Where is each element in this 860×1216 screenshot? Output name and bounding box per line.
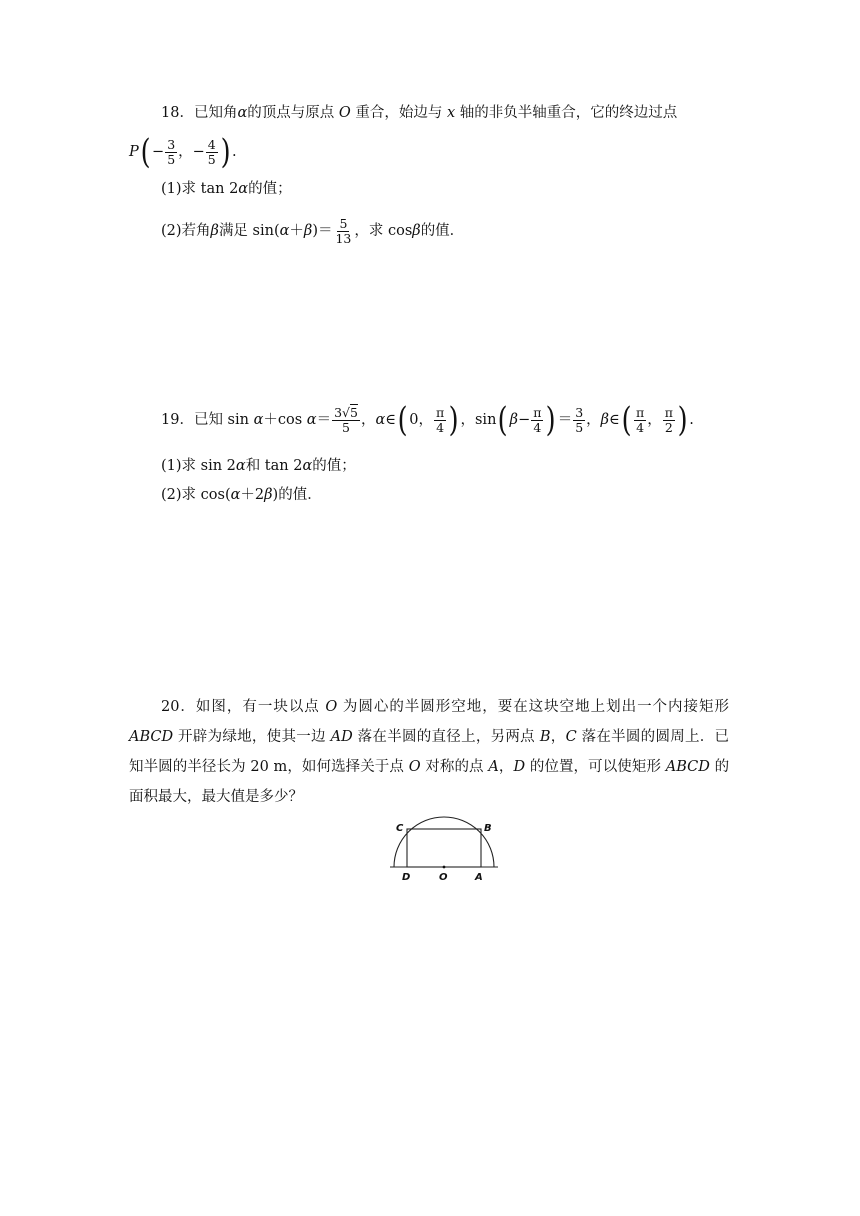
q18-text: 的顶点与原点 (247, 105, 335, 121)
q18-part1 (161, 179, 292, 199)
alpha-symbol: α (235, 458, 246, 474)
q18-intro: 18．已知角 (161, 105, 238, 121)
q20-text: 落在半圆的圆周上．已知半圆的半径长为 20 m，如何选择关于点 (129, 729, 730, 775)
semicircle-figure (384, 814, 504, 884)
left-paren: ( (498, 400, 509, 440)
alpha-symbol: α (237, 105, 248, 121)
point-p: P (129, 144, 139, 160)
denominator: 4 (636, 419, 645, 435)
q20-text: ， (498, 759, 514, 775)
comma: ， (586, 412, 601, 428)
inscribed-rectangle (407, 829, 481, 867)
beta-symbol: β (303, 223, 313, 239)
beta-symbol: β (412, 223, 421, 239)
point-a: A (488, 759, 499, 775)
side-ad: AD (330, 729, 353, 745)
denominator: 5 (167, 151, 176, 167)
comma: ， (460, 412, 475, 428)
right-paren: ) (448, 400, 459, 440)
fraction (333, 217, 353, 246)
numerator: 5 (339, 215, 348, 231)
comma: ， (647, 412, 662, 428)
q18-part2-text: ，求 cos (354, 223, 413, 239)
fraction (206, 138, 218, 167)
plus-sign: ＋ (289, 223, 304, 239)
point-b: B (539, 729, 551, 745)
denominator: 5 (575, 419, 584, 435)
left-paren: ( (397, 400, 408, 440)
q18-text: 轴的非负半轴重合，它的终边过点 (459, 105, 678, 121)
alpha-symbol: α (230, 487, 241, 503)
semicircle-arc (394, 817, 494, 867)
q19-part1 (161, 456, 356, 476)
element-of: ∈ (609, 412, 620, 428)
numerator: π (436, 404, 445, 420)
period: . (689, 412, 694, 428)
numerator: 3 (167, 136, 176, 152)
numerator: 4 (207, 136, 216, 152)
numerator: π (636, 404, 645, 420)
denominator: 4 (533, 419, 542, 435)
q20-text: 的面积最大，最大值是多少？ (129, 759, 730, 805)
point-c: C (565, 729, 577, 745)
x-var: x (446, 105, 456, 121)
q18-part2-text: 满足 sin( (218, 223, 280, 239)
q20-text: 开辟为绿地，使其一边 (178, 729, 326, 745)
q20-text: 对称的点 (425, 759, 484, 775)
q19-part1-text: 的值； (312, 458, 356, 474)
q19-part2-text: )的值． (272, 487, 322, 503)
q19-part1-text: (1)求 sin 2 (161, 458, 236, 474)
q19-part2-text: (2)求 cos( (161, 487, 231, 503)
q20-text: ， (550, 729, 566, 745)
q18-line1 (161, 103, 677, 123)
fraction (663, 406, 675, 435)
q18-text: 重合，始边与 (355, 105, 443, 121)
q19-part2 (161, 485, 322, 505)
sqrt-value: 5 (350, 404, 358, 420)
fraction (332, 406, 360, 435)
alpha-symbol: α (238, 181, 249, 197)
rect-abcd: ABCD (665, 759, 710, 775)
equals: ＝ (557, 412, 573, 428)
left-paren: ( (140, 132, 151, 172)
numerator: π (533, 404, 542, 420)
q19-intro: 19．已知 sin (161, 412, 249, 428)
fraction (573, 406, 585, 435)
point-o: O (408, 759, 421, 775)
period: . (232, 144, 237, 160)
plus-cos: ＋cos (263, 412, 303, 428)
num-coef: 3 (334, 404, 343, 420)
denominator: 4 (436, 419, 445, 435)
q20-text: 为圆心的半圆形空地，要在这块空地上划出一个内接矩形 (342, 699, 729, 715)
numerator (332, 406, 360, 421)
alpha-symbol: α (279, 223, 290, 239)
q20-text: 20．如图，有一块以点 (161, 699, 320, 715)
fraction (434, 406, 446, 435)
q20-paragraph (129, 692, 729, 812)
label-c: C (396, 823, 404, 834)
minus-sign: − (192, 144, 205, 160)
comma: ， (178, 144, 193, 160)
label-d: D (402, 872, 411, 883)
point-o: O (325, 699, 338, 715)
q20-text: 落在半圆的直径上，另两点 (357, 729, 535, 745)
center-point (443, 866, 446, 869)
right-paren: ) (220, 132, 231, 172)
right-paren: ) (677, 400, 688, 440)
q18-part2-text: (2)若角 (161, 223, 211, 239)
q18-part2-text: )＝ (312, 223, 333, 239)
rect-abcd: ABCD (129, 729, 174, 745)
right-paren: ) (546, 400, 557, 440)
beta-symbol: β (509, 412, 519, 428)
alpha-symbol: α (306, 412, 317, 428)
element-of: ∈ (385, 412, 396, 428)
q18-part2 (161, 216, 464, 246)
minus-sign: − (518, 412, 531, 428)
q18-part1-text: 的值； (248, 181, 292, 197)
comma: ， (418, 412, 433, 428)
q19-line1 (161, 402, 694, 438)
zero: 0 (409, 412, 419, 428)
left-paren: ( (621, 400, 632, 440)
sin-func: sin (474, 412, 497, 428)
equals: ＝ (316, 412, 332, 428)
point-d: D (513, 759, 526, 775)
numerator: π (664, 404, 673, 420)
beta-symbol: β (210, 223, 219, 239)
alpha-symbol: α (302, 458, 313, 474)
label-a: A (475, 872, 483, 883)
fraction (531, 406, 543, 435)
denominator: 5 (207, 151, 216, 167)
q20-text: 的位置，可以使矩形 (529, 759, 662, 775)
numerator: 3 (575, 404, 584, 420)
sqrt-symbol: √ (342, 404, 351, 420)
q18-part1-text: (1)求 tan 2 (161, 181, 239, 197)
label-o: O (439, 872, 448, 883)
minus-sign: − (152, 144, 165, 160)
fraction (634, 406, 646, 435)
beta-symbol: β (264, 487, 273, 503)
point-o: O (338, 105, 351, 121)
q19-part1-text: 和 tan 2 (245, 458, 303, 474)
label-b: B (484, 823, 492, 834)
alpha-symbol: α (375, 412, 386, 428)
comma: ， (360, 412, 376, 428)
q19-part2-text: ＋2 (240, 487, 265, 503)
denominator: 13 (335, 230, 352, 246)
alpha-symbol: α (253, 412, 264, 428)
q18-point-p (129, 134, 237, 170)
denominator: 2 (664, 419, 673, 435)
beta-symbol: β (600, 412, 610, 428)
q18-part2-text: 的值． (420, 223, 465, 239)
fraction (165, 138, 177, 167)
denominator: 5 (342, 419, 350, 435)
